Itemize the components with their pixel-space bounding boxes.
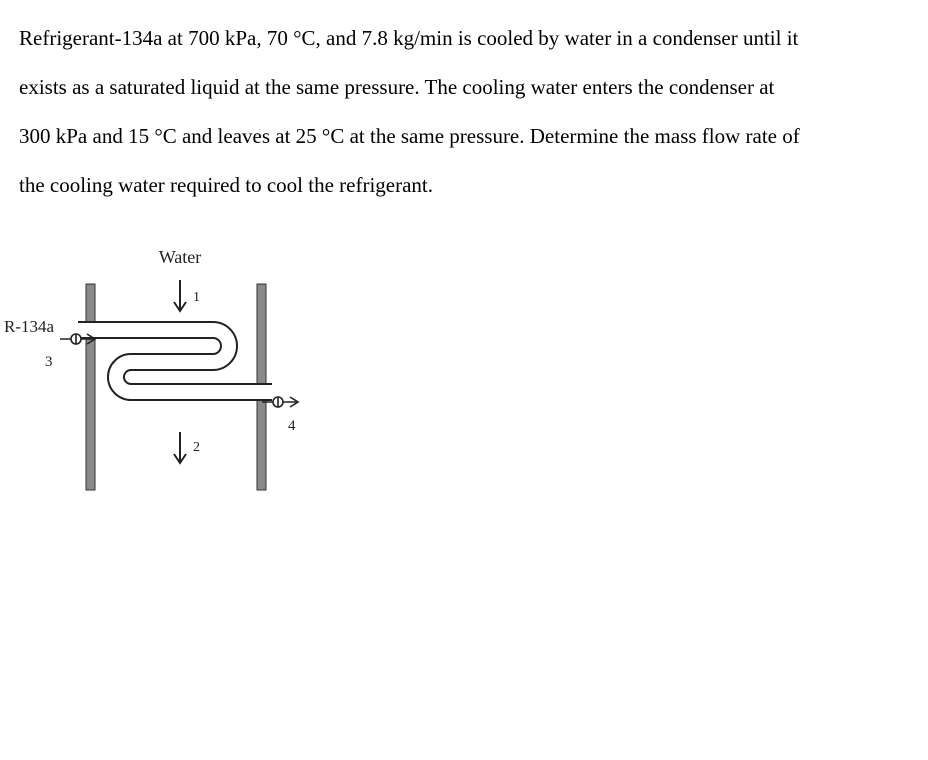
problem-line-4: the cooling water required to cool the refrigerant.	[19, 173, 433, 197]
state-3-label: 3	[45, 354, 53, 370]
problem-line-2: exists as a saturated liquid at the same pressure. The cooling water enters the condenser at	[19, 75, 775, 99]
state-1-label: 1	[193, 290, 200, 305]
refrigerant-inlet-arrow	[60, 334, 95, 344]
water-outlet-arrow	[174, 432, 186, 463]
refrigerant-tube-bore	[78, 330, 272, 392]
problem-statement	[19, 14, 919, 210]
left-shell-wall	[86, 284, 95, 490]
water-inlet-arrow	[174, 280, 186, 311]
refrigerant-label: R-134a	[4, 317, 55, 336]
state-2-label: 2	[193, 440, 200, 455]
water-label: Water	[158, 247, 202, 267]
problem-line-3: 300 kPa and 15 °C and leaves at 25 °C at the same pressure. Determine the mass flow rate of	[19, 124, 800, 148]
state-4-label: 4	[288, 418, 296, 434]
problem-line-1: Refrigerant-134a at 700 kPa, 70 °C, and 7.8 kg/min is cooled by water in a condenser until it	[19, 26, 799, 50]
condenser-diagram	[0, 230, 320, 510]
condenser-svg	[0, 230, 320, 510]
